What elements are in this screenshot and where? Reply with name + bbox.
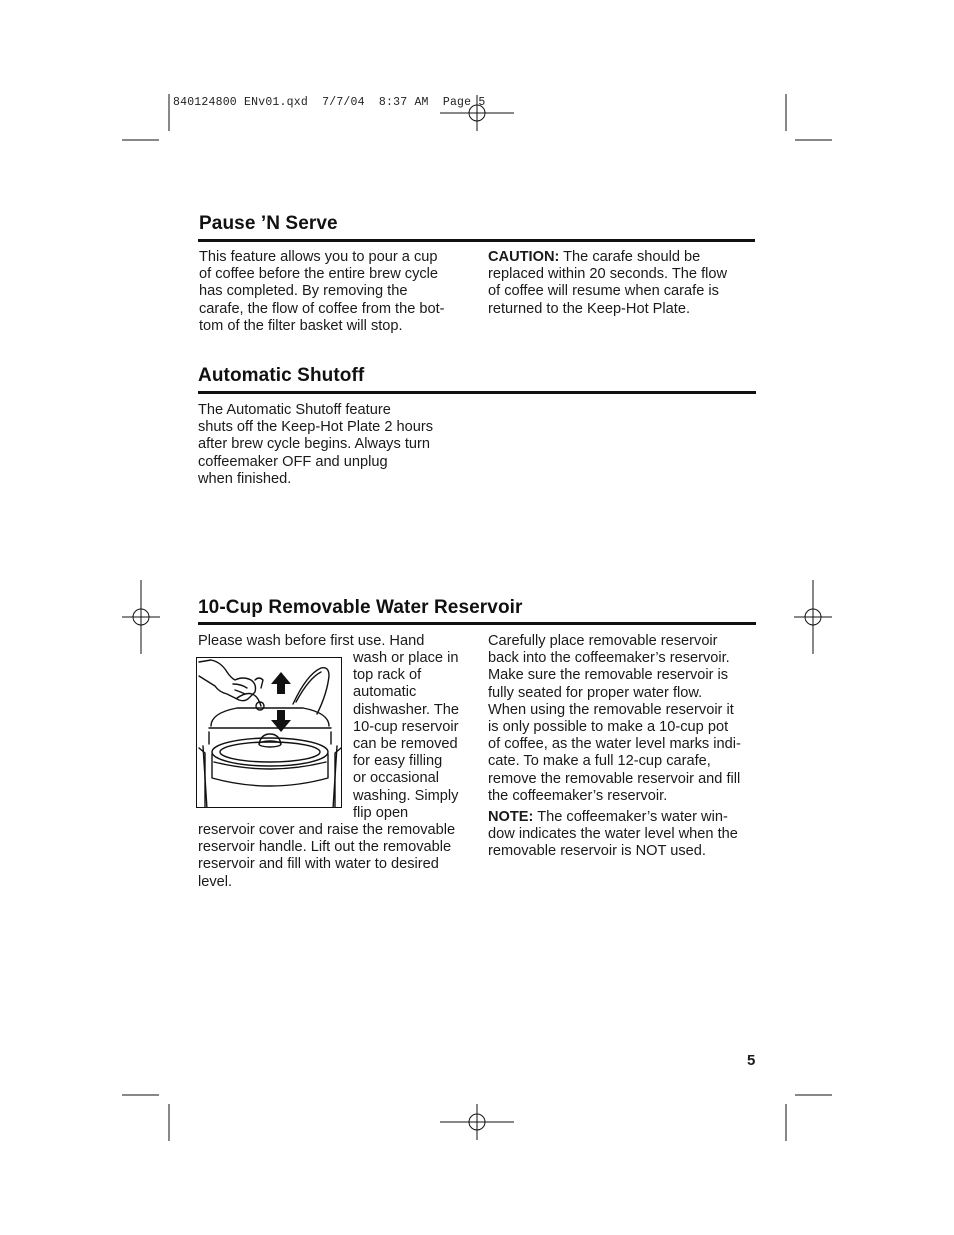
- direction-arrows: [271, 672, 291, 732]
- reservoir-tail-text: reservoir cover and raise the removable reservoir handle. Lift out the removable reservoir and fill with water to desired level.: [198, 822, 456, 890]
- automatic-shutoff-heading: Automatic Shutoff: [198, 365, 365, 386]
- reservoir-right-text: Carefully place removable reservoir back into the coffeemaker’s reservoir. Make sure the removable reservoir is fully seated for proper water flow. When using the removable reservoir it is only possible to make a 10-cup pot of coffee, as the water level marks indi- cate. To make a full 12-cup carafe, remove the removable reservoir and fill the coffeemaker’s reservoir.: [488, 633, 741, 804]
- reservoir-heading: 10-Cup Removable Water Reservoir: [198, 597, 523, 618]
- reservoir-wrap-text: wash or place in top rack of automatic dishwasher. The 10-cup reservoir can be removed for easy filling or occasional washing. Simply flip open: [353, 650, 460, 821]
- reservoir-drawing: [197, 658, 342, 808]
- body-side: [199, 748, 341, 808]
- pause-serve-body: This feature allows you to pour a cup of coffee before the entire brew cycle has completed. By removing the carafe, the flow of coffee from the bot- tom of the filter basket will stop.: [199, 249, 445, 334]
- registration-target-top: [440, 95, 514, 131]
- registration-target-bottom: [440, 1104, 514, 1140]
- pause-serve-rule: [198, 239, 755, 242]
- note-label: NOTE:: [488, 809, 534, 825]
- reservoir-cover: [293, 668, 329, 714]
- reservoir-rim: [211, 708, 329, 726]
- printer-slug: 840124800 ENv01.qxd 7/7/04 8:37 AM Page 5: [173, 96, 486, 109]
- automatic-shutoff-body: The Automatic Shutoff feature shuts off the Keep-Hot Plate 2 hours after brew cycle begins. Always turn coffeemaker OFF and unplug when finished.: [198, 402, 433, 487]
- caution-label: CAUTION:: [488, 249, 560, 265]
- page-number: 5: [747, 1052, 756, 1069]
- arrow-down-icon: [271, 710, 291, 732]
- reservoir-rule: [198, 622, 756, 625]
- registration-target-right: [794, 580, 832, 654]
- arrow-up-icon: [271, 672, 291, 694]
- hand: [199, 660, 256, 701]
- reservoir-note: NOTE: The coffeemaker’s water win- dow indicates the water level when the removable reservoir is NOT used.: [488, 809, 738, 860]
- reservoir-intro-line: Please wash before first use. Hand: [198, 633, 425, 649]
- registration-target-left: [122, 580, 160, 654]
- reservoir-body: [212, 754, 328, 786]
- reservoir-illustration: [196, 657, 342, 808]
- automatic-shutoff-rule: [198, 391, 756, 394]
- pause-serve-heading: Pause ’N Serve: [199, 213, 338, 234]
- pause-serve-caution: CAUTION: The carafe should be replaced within 20 seconds. The flow of coffee will resume when carafe is returned to the Keep-Hot Plate.: [488, 249, 728, 317]
